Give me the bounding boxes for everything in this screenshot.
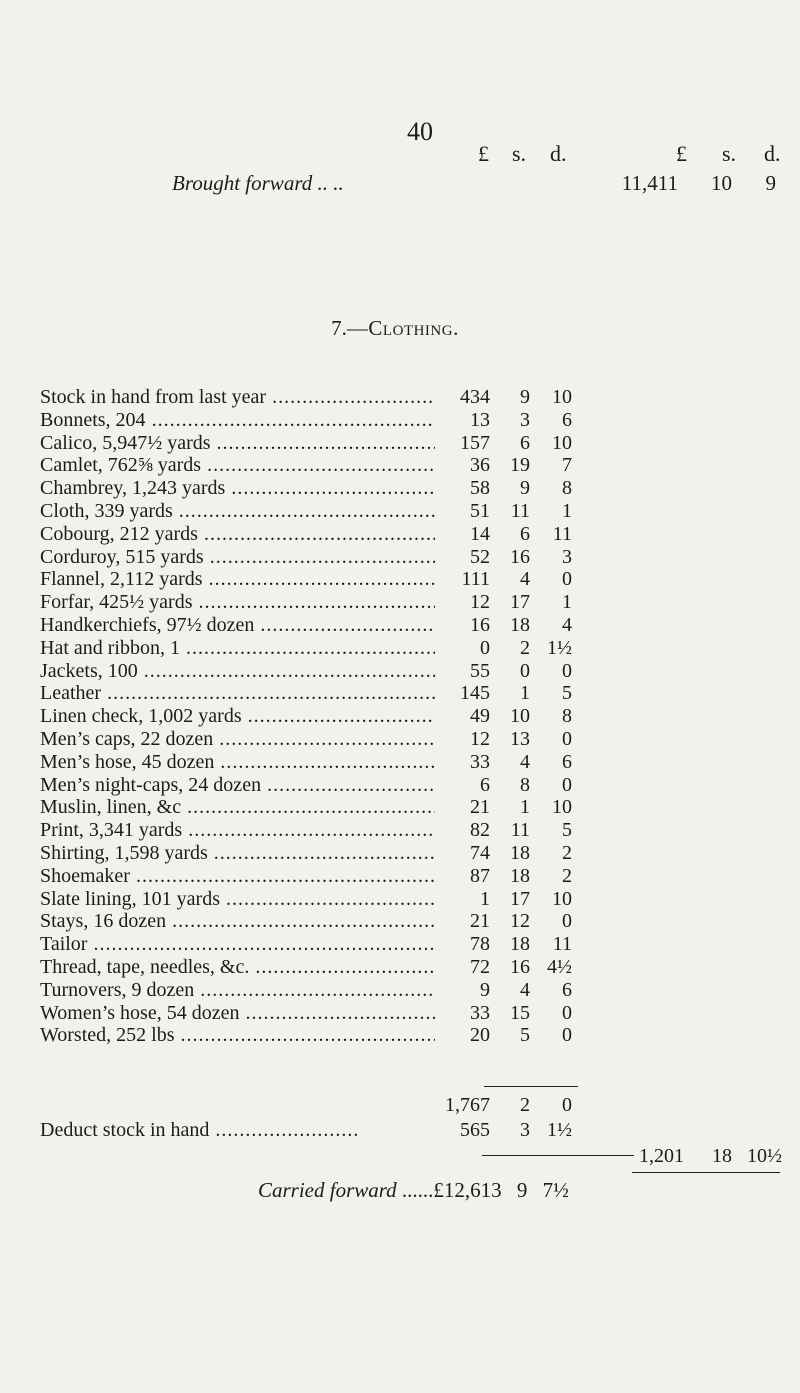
- item-pounds: 157: [460, 431, 490, 454]
- header-shillings-total: s.: [722, 141, 737, 166]
- ledger-row: [0, 454, 800, 477]
- item-shillings: 16: [510, 545, 530, 568]
- ledger-row: [0, 705, 800, 728]
- carried-forward-label: Carried forward: [258, 1178, 397, 1202]
- ledger-row: [0, 637, 800, 660]
- item-pence: 10: [552, 431, 572, 454]
- item-pence: 0: [562, 727, 572, 750]
- ledger-row: [0, 751, 800, 774]
- item-pence: 10: [552, 887, 572, 910]
- item-label: Thread, tape, needles, &c. .....: [40, 956, 435, 979]
- carried-rule: [632, 1172, 780, 1173]
- item-shillings: 6: [520, 522, 530, 545]
- item-shillings: 15: [510, 1001, 530, 1024]
- item-label: Slate lining, 101 yards .....: [40, 888, 435, 911]
- item-label: Handkerchiefs, 97½ dozen .....: [40, 614, 435, 637]
- ledger-row: [0, 660, 800, 683]
- item-shillings: 18: [510, 613, 530, 636]
- item-label: Calico, 5,947½ yards .....: [40, 432, 435, 455]
- item-shillings: 3: [520, 408, 530, 431]
- header-shillings: s.: [512, 141, 527, 166]
- net-pounds: 1,201: [639, 1145, 684, 1167]
- item-shillings: 11: [510, 819, 530, 842]
- item-shillings: 12: [510, 910, 530, 933]
- item-pounds: 20: [470, 1024, 490, 1047]
- item-pounds: 12: [470, 727, 490, 750]
- subtotal-shillings: 2: [520, 1094, 530, 1116]
- ledger-row: [0, 682, 800, 705]
- item-shillings: 18: [510, 933, 530, 956]
- item-pence: 11: [552, 522, 572, 545]
- item-pounds: 33: [470, 750, 490, 773]
- ledger-row: [0, 546, 800, 569]
- item-shillings: 1: [520, 682, 530, 705]
- item-pence: 0: [562, 773, 572, 796]
- ledger-row: [0, 477, 800, 500]
- item-label: Muslin, linen, &c .....: [40, 796, 435, 819]
- item-pence: 2: [562, 841, 572, 864]
- item-pence: 0: [562, 659, 572, 682]
- item-pounds: 58: [470, 477, 490, 500]
- item-shillings: 18: [510, 841, 530, 864]
- item-pence: 4: [562, 613, 572, 636]
- item-pence: 0: [562, 1024, 572, 1047]
- item-pounds: 21: [470, 910, 490, 933]
- item-label: Women’s hose, 54 dozen .....: [40, 1002, 435, 1025]
- item-label: Stays, 16 dozen .....: [40, 910, 435, 933]
- item-pence: 8: [562, 705, 572, 728]
- item-pounds: 14: [470, 522, 490, 545]
- item-shillings: 17: [510, 887, 530, 910]
- ledger-row: [0, 956, 800, 979]
- section-name: —Clothing.: [346, 316, 459, 340]
- item-shillings: 19: [510, 454, 530, 477]
- carried-forward-row: [258, 1178, 569, 1203]
- ledger-row: [0, 888, 800, 911]
- item-label: Jackets, 100 .....: [40, 660, 435, 683]
- item-label: Flannel, 2,112 yards .....: [40, 568, 435, 591]
- item-pence: 0: [562, 568, 572, 591]
- deduct-row: [0, 1118, 800, 1142]
- item-pounds: 9: [480, 978, 490, 1001]
- item-pence: 5: [562, 819, 572, 842]
- ledger-row: [0, 796, 800, 819]
- item-pence: 5: [562, 682, 572, 705]
- item-pounds: 49: [470, 705, 490, 728]
- item-pounds: 13: [470, 408, 490, 431]
- item-shillings: 2: [520, 636, 530, 659]
- item-label: Bonnets, 204 .....: [40, 409, 435, 432]
- item-pence: 2: [562, 864, 572, 887]
- item-pounds: 72: [470, 955, 490, 978]
- net-row: [0, 1144, 800, 1168]
- brought-forward-shillings: 10: [711, 171, 732, 195]
- subtotal-pence: 0: [562, 1094, 572, 1116]
- item-pence: 0: [562, 910, 572, 933]
- item-pounds: 82: [470, 819, 490, 842]
- item-pounds: 55: [470, 659, 490, 682]
- item-shillings: 13: [510, 727, 530, 750]
- subtotal-rule: [484, 1086, 578, 1087]
- ledger-row: [0, 933, 800, 956]
- deduct-label: Deduct stock in hand .....: [40, 1118, 359, 1142]
- item-pence: 6: [562, 750, 572, 773]
- item-label: Cloth, 339 yards .....: [40, 500, 435, 523]
- ledger-row: [0, 1024, 800, 1047]
- item-pounds: 36: [470, 454, 490, 477]
- item-label: Cobourg, 212 yards .....: [40, 523, 435, 546]
- section-title: [0, 316, 790, 341]
- brought-forward-label: Brought forward .. ..: [172, 171, 344, 195]
- item-shillings: 9: [520, 477, 530, 500]
- item-pence: 3: [562, 545, 572, 568]
- item-pounds: 78: [470, 933, 490, 956]
- item-label: Linen check, 1,002 yards .....: [40, 705, 435, 728]
- item-pence: 10: [552, 796, 572, 819]
- deduct-shillings: 3: [520, 1119, 530, 1141]
- item-shillings: 17: [510, 591, 530, 614]
- brought-forward-pounds: 11,411: [621, 171, 678, 195]
- carried-forward-pence: 7½: [542, 1178, 569, 1202]
- item-pence: 1: [562, 591, 572, 614]
- net-shillings: 18: [712, 1145, 732, 1167]
- item-pounds: 16: [470, 613, 490, 636]
- ledger-row: [0, 865, 800, 888]
- item-pence: 8: [562, 477, 572, 500]
- item-pounds: 12: [470, 591, 490, 614]
- item-shillings: 10: [510, 705, 530, 728]
- item-label: Shirting, 1,598 yards .....: [40, 842, 435, 865]
- item-label: Forfar, 425½ yards .....: [40, 591, 435, 614]
- item-label: Tailor .....: [40, 933, 435, 956]
- item-pence: 6: [562, 978, 572, 1001]
- ledger-row: [0, 432, 800, 455]
- ledger-row: [0, 774, 800, 797]
- item-label: Men’s caps, 22 dozen .....: [40, 728, 435, 751]
- ledger-row: [0, 614, 800, 637]
- item-pounds: 434: [460, 386, 490, 408]
- ledger-row: [0, 409, 800, 432]
- item-pence: 7: [562, 454, 572, 477]
- item-label: Corduroy, 515 yards .....: [40, 546, 435, 569]
- item-pounds: 1: [480, 887, 490, 910]
- item-pence: 1: [562, 499, 572, 522]
- ledger-row: [0, 591, 800, 614]
- net-pence: 10½: [747, 1145, 782, 1167]
- item-shillings: 4: [520, 750, 530, 773]
- ledger-row: [0, 979, 800, 1002]
- item-pence: 6: [562, 408, 572, 431]
- item-shillings: 11: [510, 499, 530, 522]
- deduct-pounds: 565: [460, 1119, 490, 1141]
- brought-forward-pence: 9: [765, 171, 776, 195]
- carried-forward-shillings: 9: [516, 1178, 528, 1202]
- item-shillings: 4: [520, 568, 530, 591]
- ledger-row: [0, 910, 800, 933]
- item-shillings: 18: [510, 864, 530, 887]
- item-label: Hat and ribbon, 1 .....: [40, 637, 435, 660]
- subtotal-pounds: 1,767: [445, 1094, 490, 1116]
- item-pounds: 0: [480, 636, 490, 659]
- item-label: Men’s night-caps, 24 dozen .....: [40, 774, 435, 797]
- item-pounds: 145: [460, 682, 490, 705]
- ledger-row: [0, 728, 800, 751]
- item-pounds: 111: [461, 568, 490, 591]
- item-pounds: 6: [480, 773, 490, 796]
- item-label: Shoemaker .....: [40, 865, 435, 888]
- ledger-row: [0, 523, 800, 546]
- item-shillings: 16: [510, 955, 530, 978]
- item-pounds: 74: [470, 841, 490, 864]
- item-label: Leather .....: [40, 682, 435, 705]
- ledger-row: [0, 386, 800, 409]
- ledger-row: [0, 842, 800, 865]
- item-label: Turnovers, 9 dozen .....: [40, 979, 435, 1002]
- ledger-row: [0, 500, 800, 523]
- item-label: Men’s hose, 45 dozen .....: [40, 751, 435, 774]
- item-label: Stock in hand from last year .....: [40, 386, 435, 409]
- section-number: 7.: [331, 316, 347, 340]
- page-number: 40: [407, 117, 433, 146]
- item-shillings: 1: [520, 796, 530, 819]
- item-shillings: 9: [520, 386, 530, 408]
- item-shillings: 4: [520, 978, 530, 1001]
- item-pounds: 33: [470, 1001, 490, 1024]
- item-pence: 0: [562, 1001, 572, 1024]
- item-pounds: 52: [470, 545, 490, 568]
- ledger-row: [0, 1002, 800, 1025]
- item-shillings: 5: [520, 1024, 530, 1047]
- item-pence: 4½: [547, 955, 572, 978]
- item-pounds: 87: [470, 864, 490, 887]
- subtotal-row: [0, 1093, 800, 1117]
- clothing-items-list: [0, 386, 800, 1047]
- ledger-row: [0, 819, 800, 842]
- header-pounds: £: [478, 141, 489, 166]
- header-pence-total: d.: [764, 141, 781, 166]
- item-shillings: 0: [520, 659, 530, 682]
- item-pounds: 21: [470, 796, 490, 819]
- item-pence: 10: [552, 386, 572, 408]
- item-label: Print, 3,341 yards .....: [40, 819, 435, 842]
- item-pence: 1½: [547, 636, 572, 659]
- item-label: Chambrey, 1,243 yards .....: [40, 477, 435, 500]
- deduct-pence: 1½: [547, 1119, 572, 1141]
- header-pence: d.: [550, 141, 567, 166]
- header-pounds-total: £: [676, 141, 687, 166]
- ledger-row: [0, 568, 800, 591]
- item-label: Camlet, 762⅝ yards .....: [40, 454, 435, 477]
- item-label: Worsted, 252 lbs .....: [40, 1024, 435, 1047]
- item-shillings: 6: [520, 431, 530, 454]
- item-pounds: 51: [470, 499, 490, 522]
- carried-forward-dots: ......: [401, 1178, 434, 1202]
- carried-forward-pounds: £12,613: [433, 1178, 502, 1202]
- item-pence: 11: [552, 933, 572, 956]
- item-shillings: 8: [520, 773, 530, 796]
